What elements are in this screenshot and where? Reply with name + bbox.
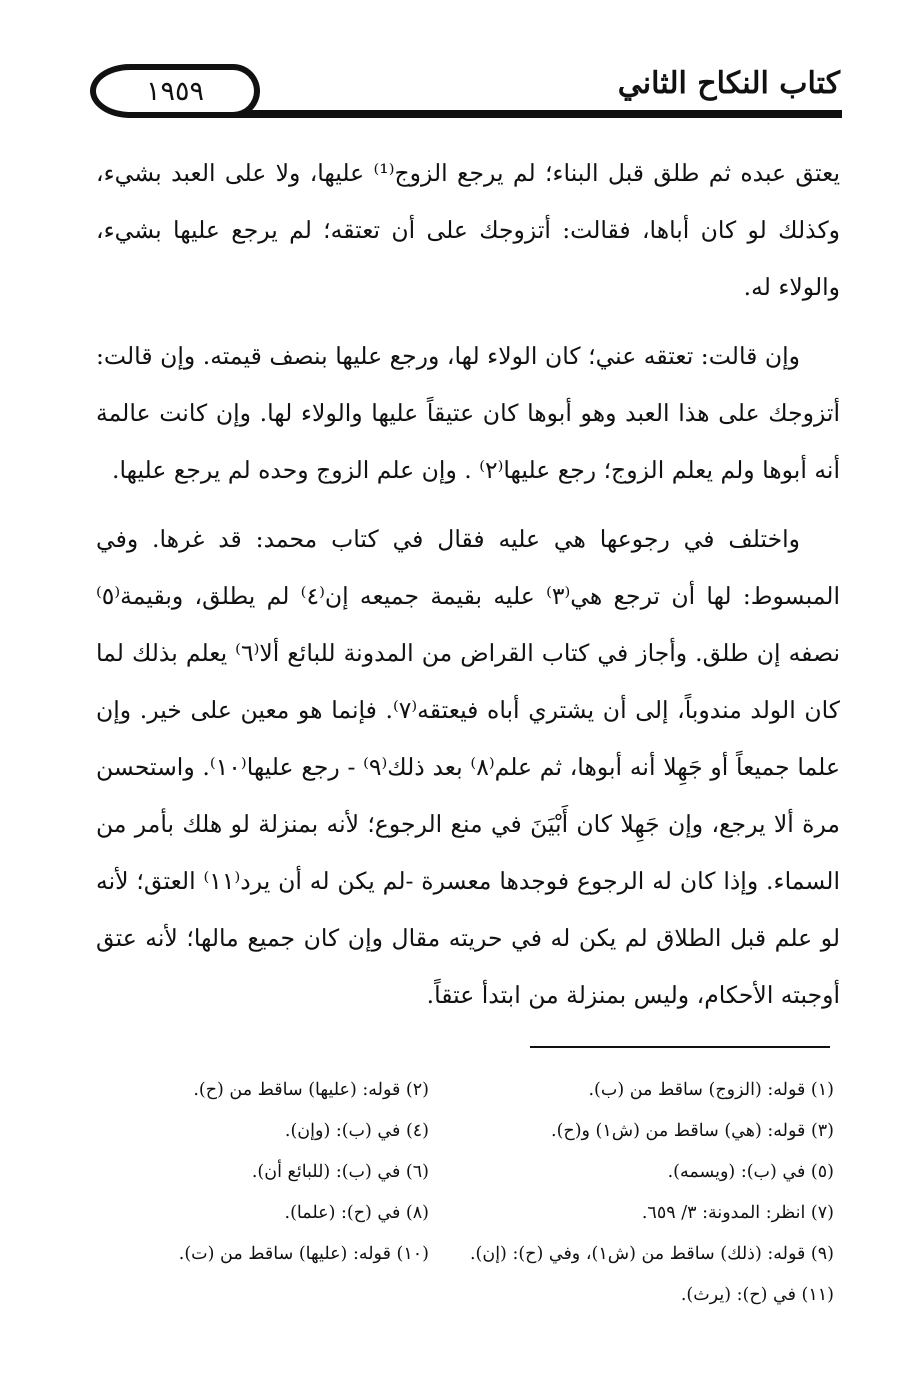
paragraph: واختلف في رجوعها هي عليه فقال في كتاب محمد: قد غرها. وفي المبسوط: لها أن ترجع هي⁽٣⁾ عليه بقيمة جميعه إن⁽٤⁾ لم يطلق، وبقيمة⁽٥⁾ نصفه إن طلق. وأجاز في كتاب القراض من المدونة للبائع ألا⁽٦⁾ يعلم بذلك لما كان الولد مندوباً، إلى أن يشتري أباه فيعتقه⁽٧⁾. فإنما هو معين على خير. وإن علما جميعاً أو جَهِلا أنه أبوها، ثم علم⁽٨⁾ بعد ذلك⁽٩⁾ - رجع عليها⁽١٠⁾. واستحسن مرة ألا يرجع، وإن جَهِلا كان أَبْيَنَ في منع الرجوع؛ لأنه بمنزلة لو هلك بأمر من السماء. وإذا كان له الرجوع فوجدها معسرة -لم يكن له أن يرد⁽١١⁾ العتق؛ لأنه لو علم قبل الطلاق لم يكن له في حريته مقال وإن كان جميع مالها؛ لأنه عتق أوجبته الأحكام، وليس بمنزلة من ابتدأ عتقاً.	[96, 525, 840, 1009]
running-title: كتاب النكاح الثاني	[617, 66, 840, 101]
footnote-row	[96, 1111, 834, 1152]
footnote: (٦) في (ب): (للبائع أن).	[251, 1162, 429, 1182]
footnote: (٧) انظر: المدونة: ٣/ ٦٥٩.	[641, 1203, 834, 1223]
page-number-badge	[90, 64, 260, 118]
page-number: ١٩٥٩	[145, 76, 204, 107]
footnote: (٥) في (ب): (ويسمه).	[667, 1162, 834, 1182]
footnote	[96, 1275, 465, 1316]
paragraph: وإن قالت: تعتقه عني؛ كان الولاء لها، ورجع عليها بنصف قيمته. وإن قالت: أتزوجك على هذا العبد وهو أبوها كان عتيقاً عليها والولاء لها. وإن كانت عالمة أنه أبوها ولم يعلم الزوج؛ رجع عليها⁽٢⁾ . وإن علم الزوج وحده لم يرجع عليها.	[96, 342, 840, 484]
footnote-row	[96, 1275, 834, 1316]
footnotes	[96, 1070, 834, 1316]
footnote: (١) قوله: (الزوج) ساقط من (ب).	[588, 1080, 834, 1100]
footnote-row	[96, 1193, 834, 1234]
header-rule	[210, 110, 842, 118]
footnote-row	[96, 1234, 834, 1275]
footnote: (٤) في (ب): (وإن).	[284, 1121, 429, 1141]
paragraph: يعتق عبده ثم طلق قبل البناء؛ لم يرجع الزوج⁽¹⁾ عليها، ولا على العبد بشيء، وكذلك لو كان أباها، فقالت: أتزوجك على أن تعتقه؛ لم يرجع عليها بشيء، والولاء له.	[96, 159, 840, 301]
page-header	[60, 58, 842, 128]
footnote: (٢) قوله: (عليها) ساقط من (ح).	[193, 1080, 429, 1100]
main-text	[96, 145, 840, 1036]
footnote: (١٠) قوله: (عليها) ساقط من (ت).	[178, 1244, 429, 1264]
footnote: (١١) في (ح): (يرث).	[680, 1285, 834, 1305]
footnote-separator	[530, 1046, 830, 1048]
footnote: (٨) في (ح): (علما).	[284, 1203, 429, 1223]
footnote: (٩) قوله: (ذلك) ساقط من (ش١)، وفي (ح): (إن).	[469, 1244, 834, 1264]
footnote: (٣) قوله: (هي) ساقط من (ش١) و(ح).	[551, 1121, 834, 1141]
footnote-row	[96, 1152, 834, 1193]
footnote-row	[96, 1070, 834, 1111]
